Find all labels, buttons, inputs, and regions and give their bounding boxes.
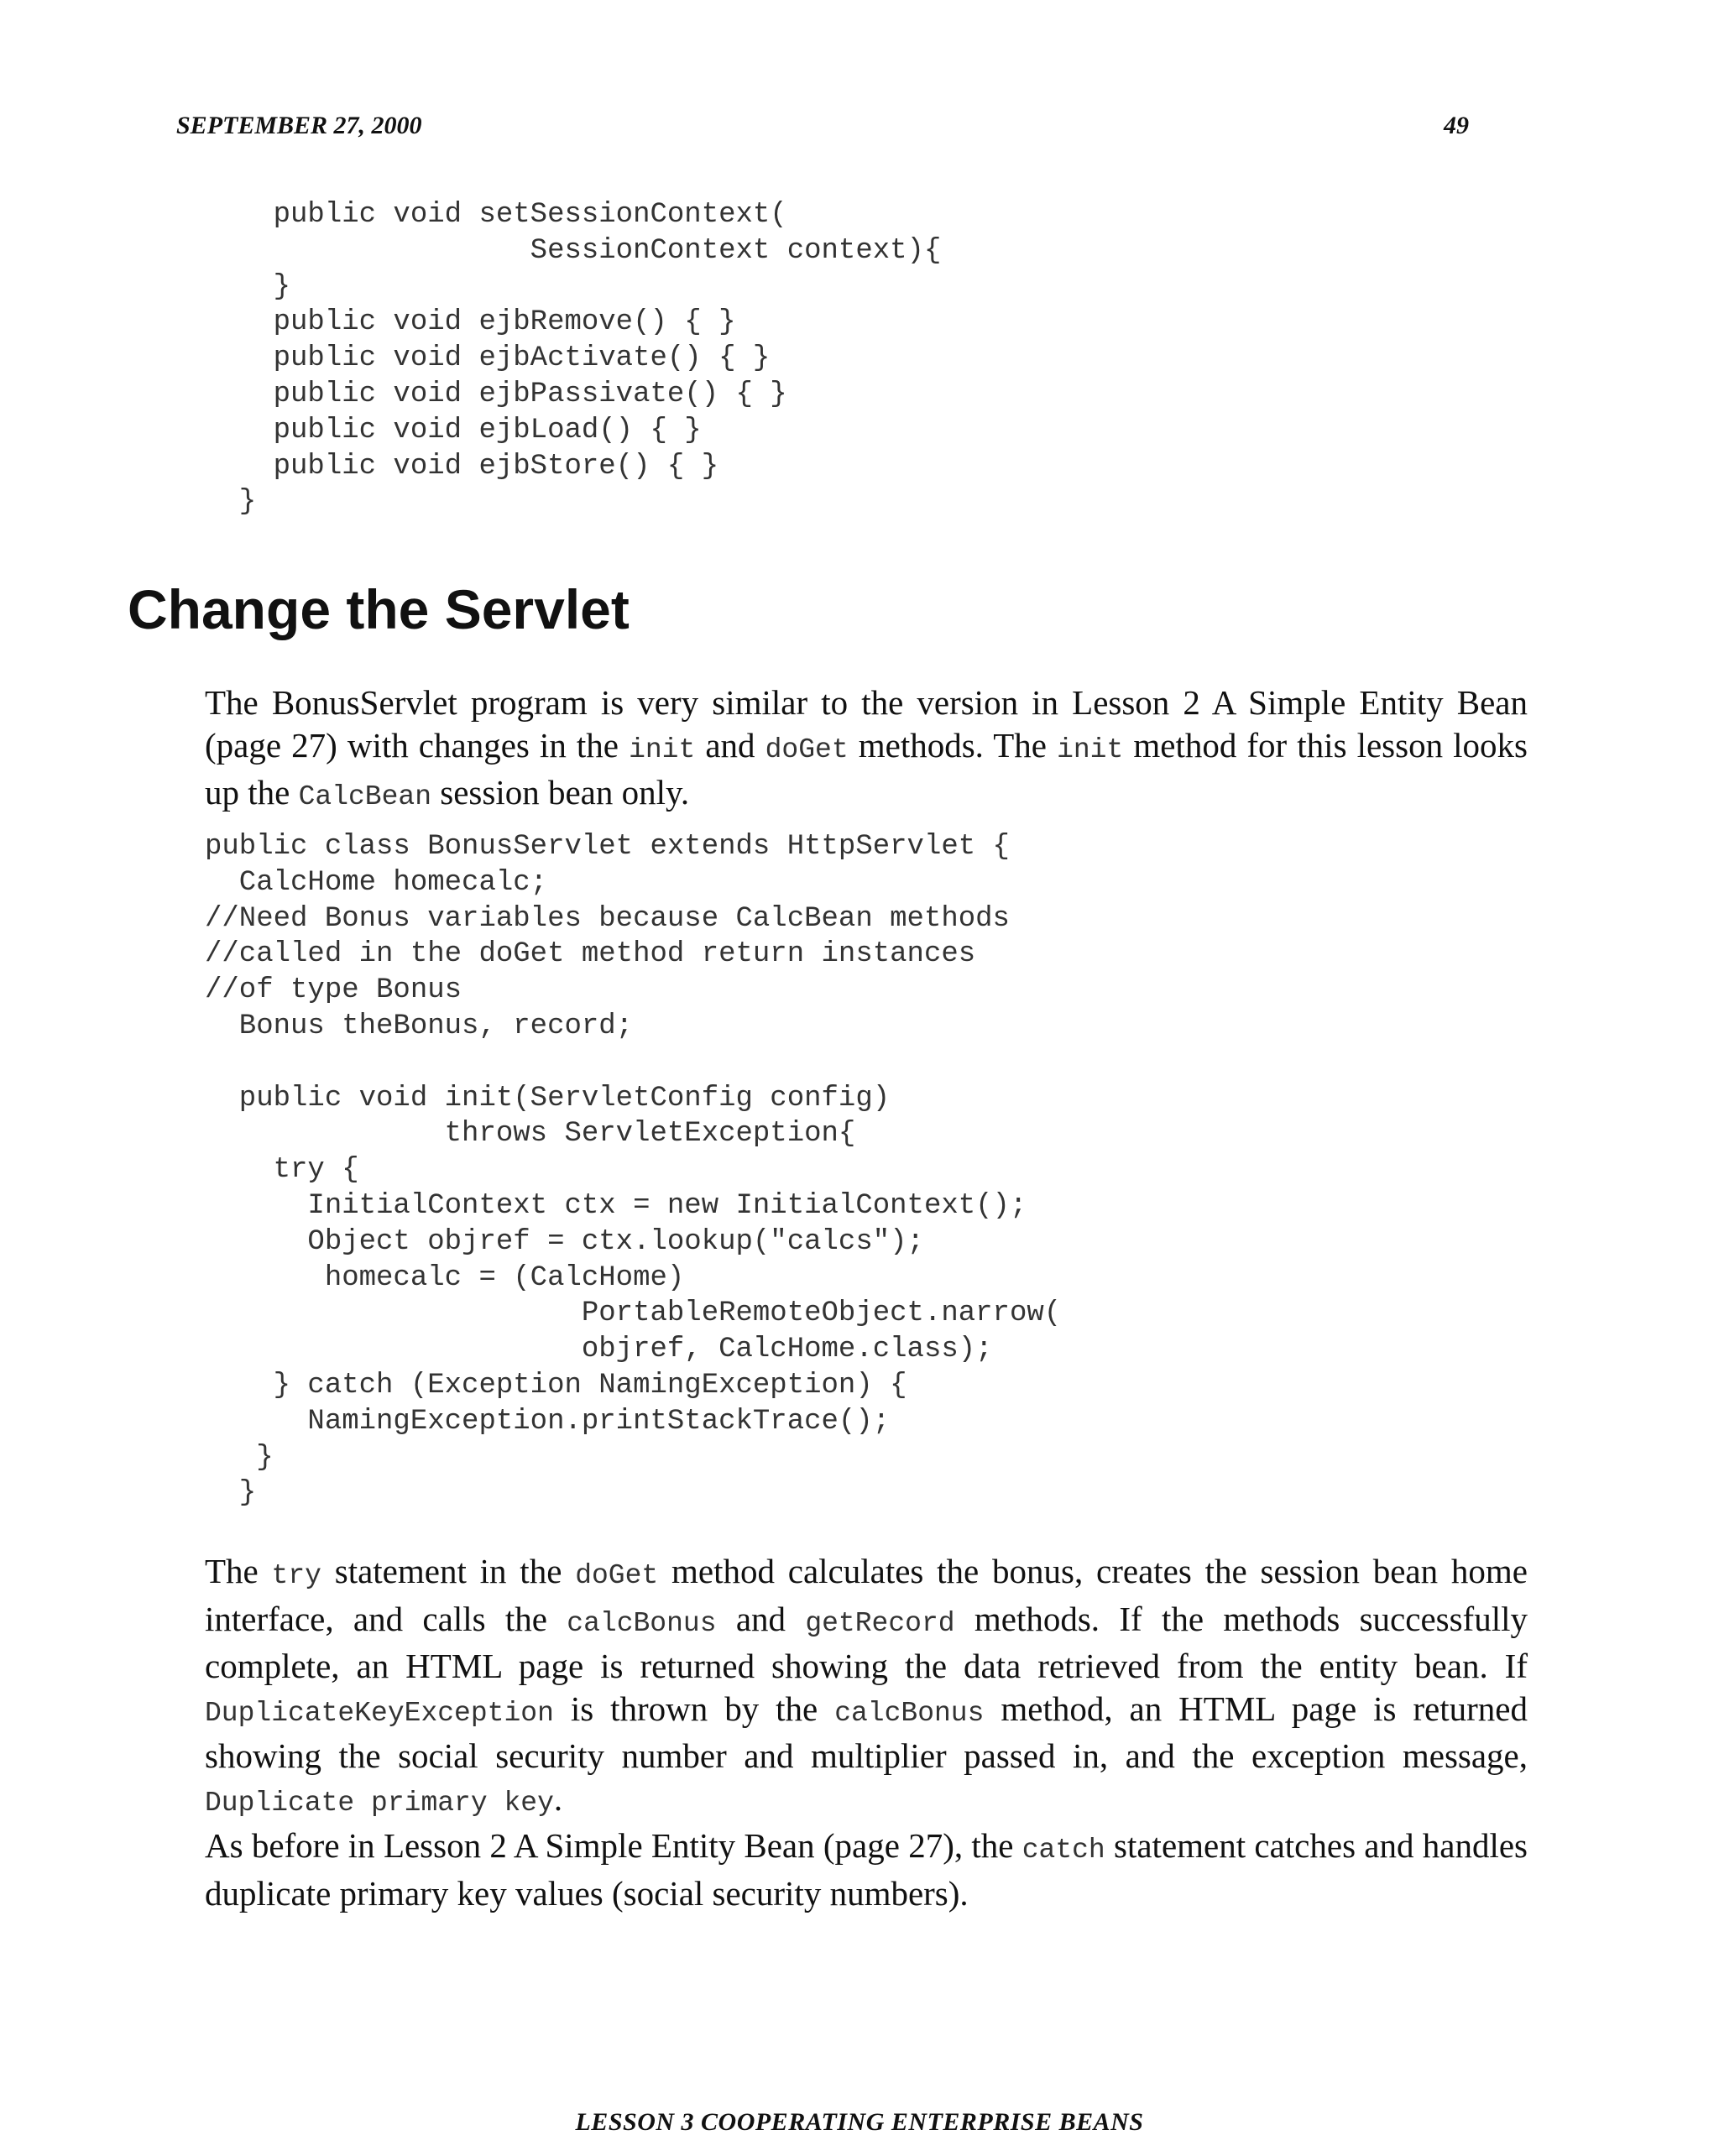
inline-code: init [629, 733, 696, 765]
text-run: . [553, 1778, 563, 1818]
inline-code: calcBonus [834, 1697, 985, 1729]
text-run: methods. If the methods successfully complete, an HTML page is returned showing the data retrieved from the entity bean. If [205, 1599, 1528, 1685]
paragraph-try-statement [205, 1550, 1528, 1825]
page-footer: LESSON 3 COOPERATING ENTERPRISE BEANS [575, 2108, 1144, 2136]
text-run: and [695, 725, 765, 765]
inline-code: init [1057, 733, 1124, 765]
text-run: As before in Lesson 2 A Simple Entity Bean (page 27), the [205, 1826, 1022, 1865]
text-run: method for this lesson looks up the [205, 725, 1528, 812]
inline-code: catch [1021, 1835, 1105, 1866]
header-date: SEPTEMBER 27, 2000 [176, 112, 422, 139]
inline-code: try [271, 1560, 321, 1591]
text-run: session bean only. [431, 773, 690, 812]
inline-code: calcBonus [567, 1607, 717, 1639]
inline-code: CalcBean [298, 781, 432, 812]
inline-code: getRecord [805, 1607, 955, 1639]
text-run: method calculates the bonus, creates the session bean home interface, and calls the [205, 1552, 1528, 1638]
section-heading: Change the Servlet [128, 578, 630, 640]
code-block-ejb-methods: public void setSessionContext( SessionContext context){ } public void ejbRemove() { } public void ejbActivate() { } public void ejbPassivate() { } public void ejbLoad() { } public void ejbStore() { } } [238, 199, 942, 519]
text-run: statement catches and handles duplicate primary key values (social security numbers). [205, 1826, 1528, 1913]
inline-code: Duplicate primary key [205, 1787, 554, 1819]
text-run: is thrown by the [553, 1689, 835, 1728]
inline-code: doGet [575, 1560, 659, 1591]
text-run: statement in the [321, 1552, 576, 1590]
text-run: method, an HTML page is returned showing the social security number and multiplier passed in, and the exception message, [205, 1689, 1528, 1775]
page-number: 49 [1444, 112, 1469, 139]
paragraph-servlet-intro [205, 681, 1528, 819]
text-run: The BonusServlet program is very similar to the version in Lesson 2 A Simple Entity Bean (page 27) with changes in the [205, 683, 1528, 765]
text-run: The [205, 1552, 272, 1590]
code-block-bonus-servlet: public class BonusServlet extends HttpServlet { CalcHome homecalc; //Need Bonus variables because CalcBean methods //called in the doGet method return instances //of type Bonus Bonus theBonus, record; public void init(ServletConfig config) throws ServletException{ try { InitialContext ctx = new InitialContext(); Object objref = ctx.lookup("calcs"); homecalc = (CalcHome) PortableRemoteObject.narrow( objref, CalcHome.class); } catch (Exception NamingException) { NamingException.printStackTrace(); } } [205, 831, 1062, 1510]
page-header [176, 107, 1469, 144]
text-run: methods. The [848, 725, 1058, 765]
text-run: and [716, 1599, 806, 1638]
inline-code: DuplicateKeyException [205, 1697, 554, 1729]
paragraph-catch-statement [205, 1825, 1528, 1914]
inline-code: doGet [765, 733, 849, 765]
